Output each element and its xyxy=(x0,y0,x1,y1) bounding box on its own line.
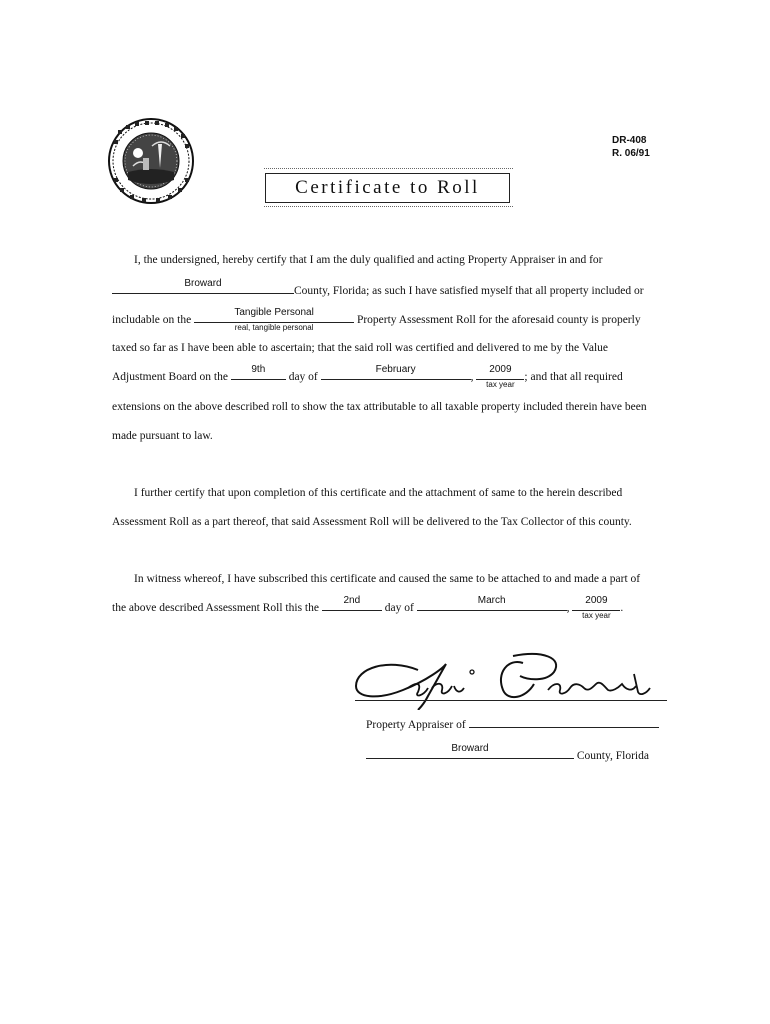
p1-line3-suffix: Property Assessment Roll for the aforesaid county is properly xyxy=(356,314,641,326)
p1-line1-text: I, the undersigned, hereby certify that I am the duly qualified and acting Property Appraiser in and for xyxy=(134,254,603,266)
document-title: Certificate to Roll xyxy=(295,177,480,198)
p2-line2-text: Assessment Roll as a part thereof, that said Assessment Roll will be delivered to the Tax Collector of this county. xyxy=(112,516,632,528)
appraiser-county-line xyxy=(366,743,676,766)
form-revision: R. 06/91 xyxy=(612,148,650,159)
p1-line3 xyxy=(112,307,668,332)
signature-line xyxy=(355,700,667,701)
appraiser-county-label: County, Florida xyxy=(576,750,649,762)
p3-line1-text: In witness whereof, I have subscribed this certificate and caused the same to be attached to and made a part of xyxy=(134,573,641,585)
roll-type-value: Tangible Personal xyxy=(234,307,314,318)
board-day-field[interactable] xyxy=(231,364,286,380)
p3-day-of: day of xyxy=(384,602,414,614)
witness-month-value: March xyxy=(477,595,506,606)
witness-month-field[interactable] xyxy=(417,595,567,611)
appraiser-county-field[interactable] xyxy=(366,743,574,759)
board-month-field[interactable] xyxy=(321,364,471,380)
p1-line5: Adjustment Board on the 9th day of February , 2009 tax year ; and that all required xyxy=(112,364,623,389)
board-year-note: tax year xyxy=(486,380,515,389)
p1-line7 xyxy=(112,426,668,446)
p1-line7-text: made pursuant to law. xyxy=(112,430,213,442)
p2-line1-text: I further certify that upon completion of this certificate and the attachment of same to the herein described xyxy=(134,487,623,499)
p1-line2 xyxy=(112,278,668,301)
appraiser-label: Property Appraiser of xyxy=(366,719,466,731)
p1-line1 xyxy=(112,250,690,270)
county-value: Broward xyxy=(184,278,222,289)
witness-year-note: tax year xyxy=(582,611,611,620)
board-year-value: 2009 xyxy=(489,364,512,375)
form-id: DR-408 xyxy=(612,135,647,146)
p1-line6-text: extensions on the above described roll to show the tax attributable to all taxable property included therein have been xyxy=(112,401,647,413)
board-year-field[interactable] xyxy=(476,364,524,389)
p2-line1 xyxy=(112,483,690,503)
witness-year-field[interactable] xyxy=(572,595,620,620)
p3-line2-prefix: the above described Assessment Roll this the xyxy=(112,602,319,614)
p3-line2: the above described Assessment Roll this the 2nd day of March , 2009 tax year . xyxy=(112,595,624,620)
p1-day-of: day of xyxy=(288,371,318,383)
p1-line5-prefix: Adjustment Board on the xyxy=(112,371,228,383)
roll-type-field[interactable] xyxy=(194,307,354,332)
appraiser-of-line xyxy=(366,715,676,735)
witness-day-field[interactable] xyxy=(322,595,382,611)
p2-line2 xyxy=(112,512,668,532)
p1-line6 xyxy=(112,397,668,417)
p1-line2-text: County, Florida; as such I have satisfied myself that all property included or xyxy=(294,285,644,297)
board-day-value: 9th xyxy=(251,364,266,375)
appraiser-of-field[interactable] xyxy=(469,716,659,728)
title-box xyxy=(265,173,510,203)
p1-line4 xyxy=(112,338,668,358)
board-month-value: February xyxy=(375,364,416,375)
p3-line1 xyxy=(112,569,690,589)
county-field[interactable] xyxy=(112,278,294,294)
roll-type-note: real, tangible personal xyxy=(234,323,314,332)
witness-day-value: 2nd xyxy=(343,595,361,606)
state-seal xyxy=(108,118,194,204)
p1-line4-text: taxed so far as I have been able to ascertain; that the said roll was certified and delivered to me by the Value xyxy=(112,342,609,354)
p1-line3-prefix: includable on the xyxy=(112,314,192,326)
appraiser-county-value: Broward xyxy=(451,743,489,754)
witness-year-value: 2009 xyxy=(585,595,608,606)
form-number xyxy=(612,134,672,160)
p1-line5-suffix: ; and that all required xyxy=(524,371,623,383)
